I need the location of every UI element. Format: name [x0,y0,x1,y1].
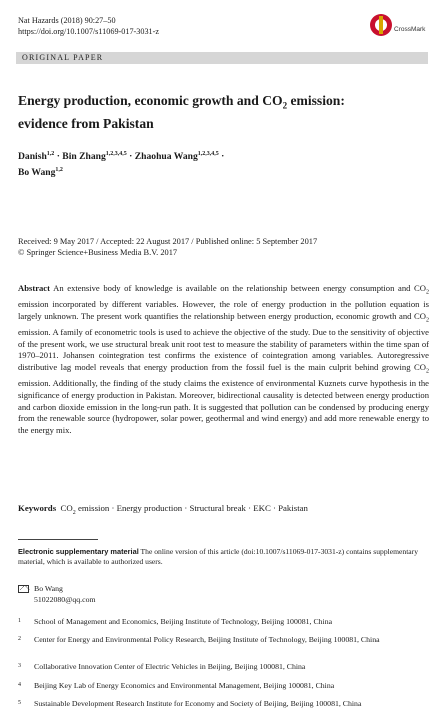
dates-line: Received: 9 May 2017 / Accepted: 22 August 2017 / Published online: 5 September 2017 [18,237,318,246]
crossmark-badge[interactable] [370,14,434,44]
keywords: Keywords $CO_2$ emission · Energy production · Structural break · EKC · Pakistan [18,503,308,516]
author-name[interactable]: Bin Zhang [62,151,106,163]
keywords-heading: Keywords [18,503,57,513]
publication-dates [18,237,433,258]
doi-link[interactable]: https://doi.org/10.1007/s11069-017-3031-z [18,27,160,36]
section-label-bar [16,52,428,64]
author-name[interactable]: Bo Wang [18,166,56,178]
crossmark-label: CrossMark [394,26,426,33]
correspondence-email[interactable]: 51022080@qq.com [34,595,96,604]
article-first-page: Nat Hazards (2018) 90:27–50 https://doi.org/10.1007/s11069-017-3031-z CrossMark ORIGINAL PAPER Energy production, economic growth and $CO_2$ emission: evidence from Pakistan Danish$^{1,2}$ · Bin Zhang$^{1,2,3,4,5}$ · Zhaohua Wang$^{1,2,3,4,5}$ · Bo Wang$^{1,2}$ Received: 9 May 2017 / Accepted: 22 August 2017 / Published online: 5 September 2017 © Springer Science+Business Media B.V. 2017 Abstract An extensive body of knowledge is available on the relationship between energy consumption and $CO_2$ emission incorporated by different variables. However, the role of energy production in the pollution equation is largely unknown. The present work quantifies the relationship between energy production, economic growth and $CO_2$ emission. A family of econometric tools is used to achieve the objective of the study. Due to the sensitivity of objective of the present work, we use structural break unit root test to measure the stability of parameters within the time span of 1970–2011. Johansen cointegration test confirms the existence of cointegration among variables. Autoregressive distributive lag model reveals that energy production from the fossil fuel is the main culprit behind growing $CO_2$ emission. Additionally, the finding of the study claims the existence of environmental Kuznets curve hypothesis in the significance of energy production in Pakistan. Moreover, bidirectional causality is detected between energy production and carbon dioxide emission in the long-run path. It is suggested that pollution can be condensed by producing energy from the renewable source (hydropower, solar power, geothermal and wind energy) and add more renewable energy to the energy mix. Keywords $CO_2$ emission · Energy production · Structural break · EKC · Pakistan Electronic supplementary material The online version of this article (doi:10.1007/s11069-017-3031-z) contains supplementary material, which is available to authorized users. Bo Wang 51022080@qq.com 1 School of Management and Economics, Beijing Institute of Technology, Beijing 100081, China 2 Center for Energy and Environmental Policy Research, Beijing Institute of Technology, Beijing 100081, China 3 Collaborative Innovation Center of Electric Vehicles in Beijing, Beijing 100081, China 4 Beijing Key Lab of Energy Economics and Environmental Management, Beijing 100081, China 5 Sustainable Development Research Institute for Economy and Society of Beijing, Beijing 100081, China [0,0,445,717]
copyright-line: © Springer Science+Business Media B.V. 2017 [18,247,178,257]
crossmark-icon [370,14,392,36]
author-list: Danish$^{1,2}$ · Bin Zhang$^{1,2,3,4,5}$ · Zhaohua Wang$^{1,2,3,4,5}$ · Bo Wang$^{1,2}$ [18,151,225,178]
abstract-heading: Abstract [18,283,50,293]
envelope-icon [18,585,29,593]
section-label: ORIGINAL PAPER [22,53,104,62]
journal-header [18,15,159,37]
journal-citation: Nat Hazards (2018) 90:27–50 [18,16,116,25]
author-name[interactable]: Danish [18,151,47,163]
footnote-divider [18,539,98,540]
esm-doi-link[interactable]: 10.1007/s11069-017-3031-z [255,547,342,556]
abstract: Abstract An extensive body of knowledge is available on the relationship between energy consumption and $CO_2$ emission incorporated by different variables. However, the role of energy production in the pollution equation is largely unknown. The present work quantifies the relationship between energy production, economic growth and $CO_2$ emission. A family of econometric tools is used to achieve the objective of the study. Due to the sensitivity of objective of the present work, we use structural break unit root test to measure the stability of parameters within the time span of 1970–2011. Johansen cointegration test confirms the existence of cointegration among variables. Autoregressive distributive lag model reveals that energy production from the fossil fuel is the main culprit behind growing $CO_2$ emission. Additionally, the finding of the study claims the existence of environmental Kuznets curve hypothesis in the significance of energy production in Pakistan. Moreover, bidirectional causality is detected between energy production and carbon dioxide emission in the long-run path. It is suggested that pollution can be condensed by producing energy from the renewable source (hydropower, solar power, geothermal and wind energy) and add more renewable energy to the energy mix. [18,283,429,435]
correspondence-name: Bo Wang [34,584,63,593]
supplementary-note: Electronic supplementary material The online version of this article (doi:10.1007/s11069-017-3031-z) contains supplementary material, which is available to authorized users. [18,547,418,566]
esm-heading: Electronic supplementary material [18,547,139,556]
article-title: Energy production, economic growth and $CO_2$ emission: evidence from Pakistan [18,93,345,131]
author-name[interactable]: Zhaohua Wang [134,151,198,163]
